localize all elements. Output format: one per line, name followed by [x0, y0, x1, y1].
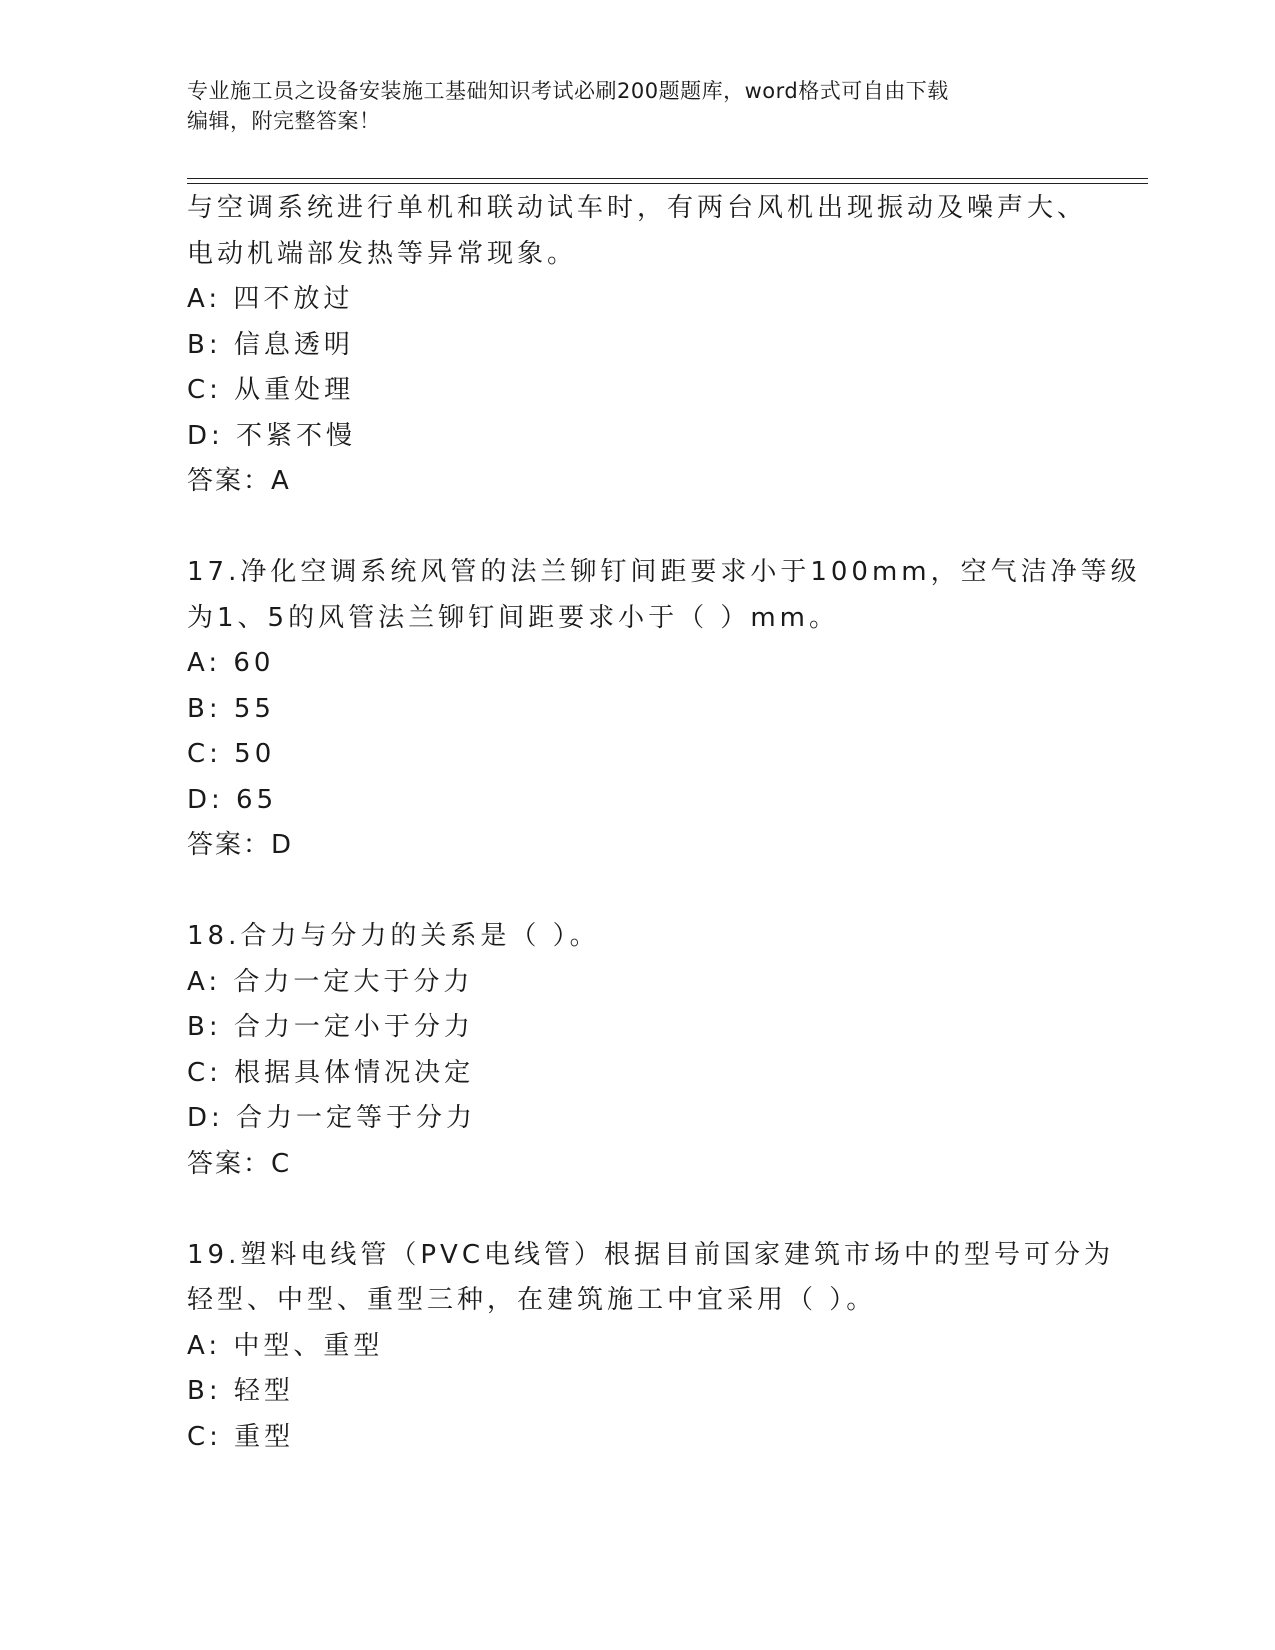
- option-b: B: 轻型: [187, 1376, 294, 1406]
- spacer: [187, 505, 1087, 551]
- header-divider-bottom: [187, 183, 1148, 184]
- answer-label: 答案：D: [187, 830, 294, 860]
- header-divider-top: [187, 178, 1148, 179]
- question-text-line: 电动机端部发热等异常现象。: [187, 238, 578, 269]
- option-a: A: 合力一定大于分力: [187, 966, 474, 997]
- question-text-line: 17.净化空调系统风管的法兰铆钉间距要求小于100mm，空气洁净等级: [187, 557, 1141, 587]
- option-d: D: 65: [187, 784, 278, 815]
- spacer: [187, 1187, 1087, 1233]
- option-b: B: 信息透明: [187, 329, 354, 360]
- header-title-line-2: 编辑，附完整答案！: [187, 109, 381, 133]
- option-c: C: 根据具体情况决定: [187, 1057, 475, 1088]
- option-c: C: 从重处理: [187, 375, 355, 405]
- question-17: [187, 550, 1141, 869]
- header-title-line-1: 专业施工员之设备安装施工基础知识考试必刷200题题库，word格式可自由下载: [187, 79, 949, 103]
- spacer: [187, 869, 1087, 915]
- question-text-line: 为1、5的风管法兰铆钉间距要求小于（ ）mm。: [187, 602, 840, 633]
- option-a: A: 中型、重型: [187, 1330, 384, 1361]
- option-b: B: 合力一定小于分力: [187, 1012, 474, 1042]
- question-text-line: 19.塑料电线管（PVC电线管）根据目前国家建筑市场中的型号可分为: [187, 1239, 1114, 1270]
- question-18: [187, 914, 1087, 1187]
- question-text-line: 轻型、中型、重型三种，在建筑施工中宜采用（ ）。: [187, 1285, 877, 1315]
- option-c: C: 重型: [187, 1421, 295, 1452]
- question-16: [187, 186, 1087, 505]
- answer-label: 答案：C: [187, 1148, 292, 1179]
- question-list: [187, 186, 1141, 1460]
- answer-label: 答案：A: [187, 466, 291, 496]
- question-text-line: 18.合力与分力的关系是（ ）。: [187, 921, 600, 951]
- question-19: [187, 1233, 1114, 1461]
- document-header: [187, 76, 1067, 136]
- option-b: B: 55: [187, 693, 275, 724]
- question-text-line: 与空调系统进行单机和联动试车时，有两台风机出现振动及噪声大、: [187, 193, 1088, 223]
- option-d: D: 合力一定等于分力: [187, 1103, 477, 1133]
- option-c: C: 50: [187, 739, 276, 769]
- option-a: A: 四不放过: [187, 284, 354, 314]
- option-d: D: 不紧不慢: [187, 420, 357, 451]
- option-a: A: 60: [187, 648, 275, 678]
